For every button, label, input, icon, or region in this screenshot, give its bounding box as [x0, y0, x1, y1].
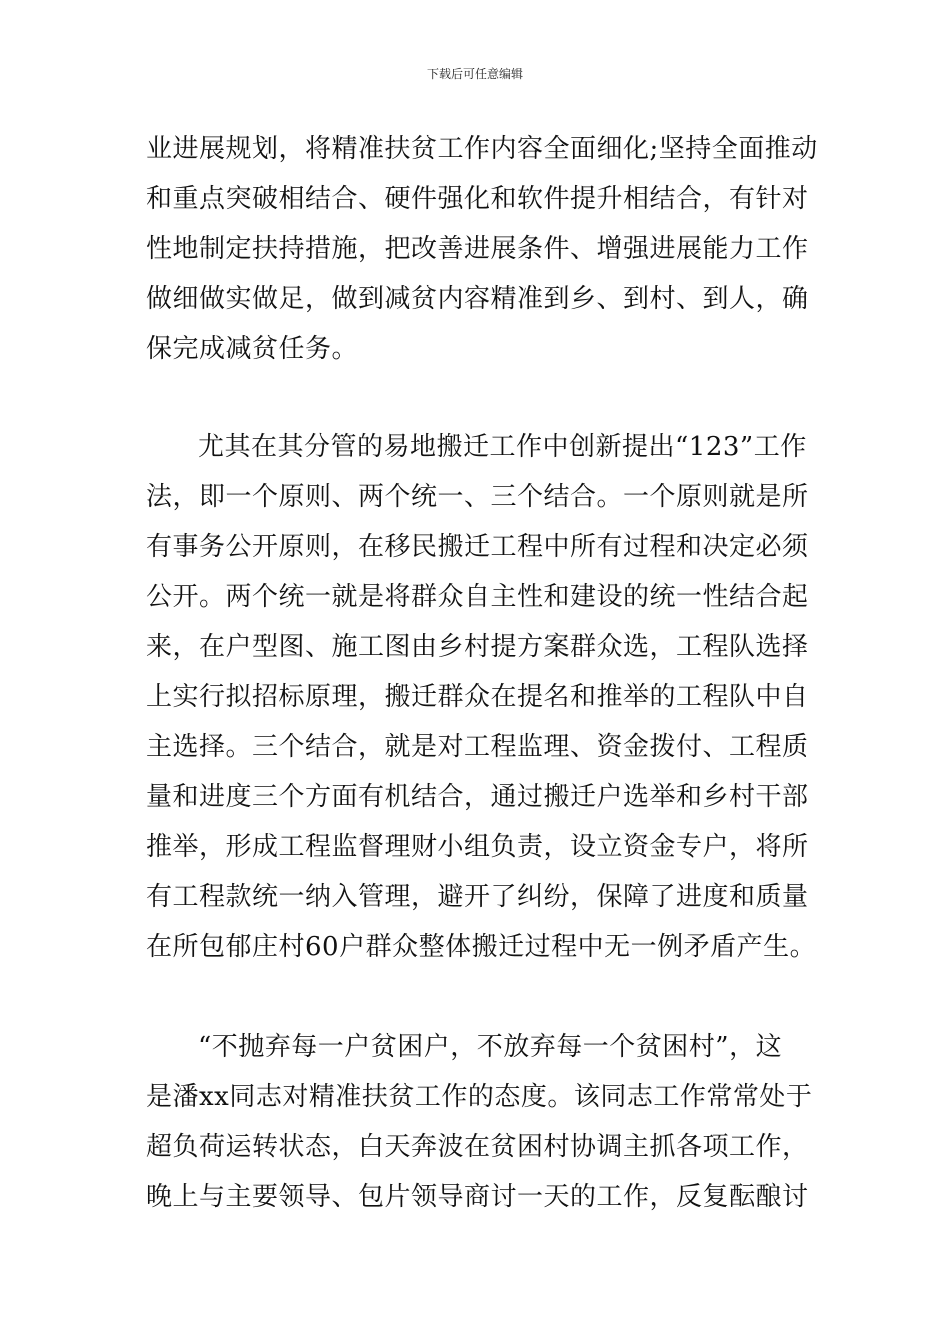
paragraph-line: 业进展规划，将精准扶贫工作内容全面细化;坚持全面推动	[146, 134, 818, 164]
paragraph-line: 超负荷运转状态，白天奔波在贫困村协调主抓各项工作，	[146, 1132, 809, 1162]
paragraph-line: 公开。两个统一就是将群众自主性和建设的统一性结合起	[146, 582, 809, 612]
paragraph-line: 和重点突破相结合、硬件强化和软件提升相结合，有针对	[146, 184, 809, 214]
paragraph-line: 是潘xx同志对精准扶贫工作的态度。该同志工作常常处于	[146, 1082, 813, 1112]
paragraph-line: 量和进度三个方面有机结合，通过搬迁户选举和乡村干部	[146, 782, 809, 812]
paragraph-line: 做细做实做足，做到减贫内容精准到乡、到村、到人，确	[146, 284, 809, 314]
paragraph-line: 性地制定扶持措施，把改善进展条件、增强进展能力工作	[146, 234, 809, 264]
paragraph-line: 来，在户型图、施工图由乡村提方案群众选，工程队选择	[146, 632, 809, 662]
paragraph-line: 法，即一个原则、两个统一、三个结合。一个原则就是所	[146, 482, 809, 512]
paragraph-line: 推举，形成工程监督理财小组负责，设立资金专户，将所	[146, 832, 809, 862]
paragraph-line: 有事务公开原则，在移民搬迁工程中所有过程和决定必须	[146, 532, 809, 562]
paragraph-line: 主选择。三个结合，就是对工程监理、资金拨付、工程质	[146, 732, 809, 762]
paragraph-line: 有工程款统一纳入管理，避开了纠纷，保障了进度和质量	[146, 882, 809, 912]
paragraph-line: 上实行拟招标原理，搬迁群众在提名和推举的工程队中自	[146, 682, 809, 712]
paragraph-line: 尤其在其分管的易地搬迁工作中创新提出“123”工作	[198, 432, 807, 462]
paragraph-line: 保完成减贫任务。	[146, 334, 359, 364]
page-header-note: 下载后可任意编辑	[426, 67, 523, 81]
paragraph-line: “不抛弃每一户贫困户，不放弃每一个贫困村”，这	[198, 1032, 783, 1062]
paragraph-line: 晚上与主要领导、包片领导商讨一天的工作，反复酝酿讨	[146, 1182, 809, 1212]
paragraph-line: 在所包郁庄村60户群众整体搬迁过程中无一例矛盾产生。	[146, 932, 817, 962]
